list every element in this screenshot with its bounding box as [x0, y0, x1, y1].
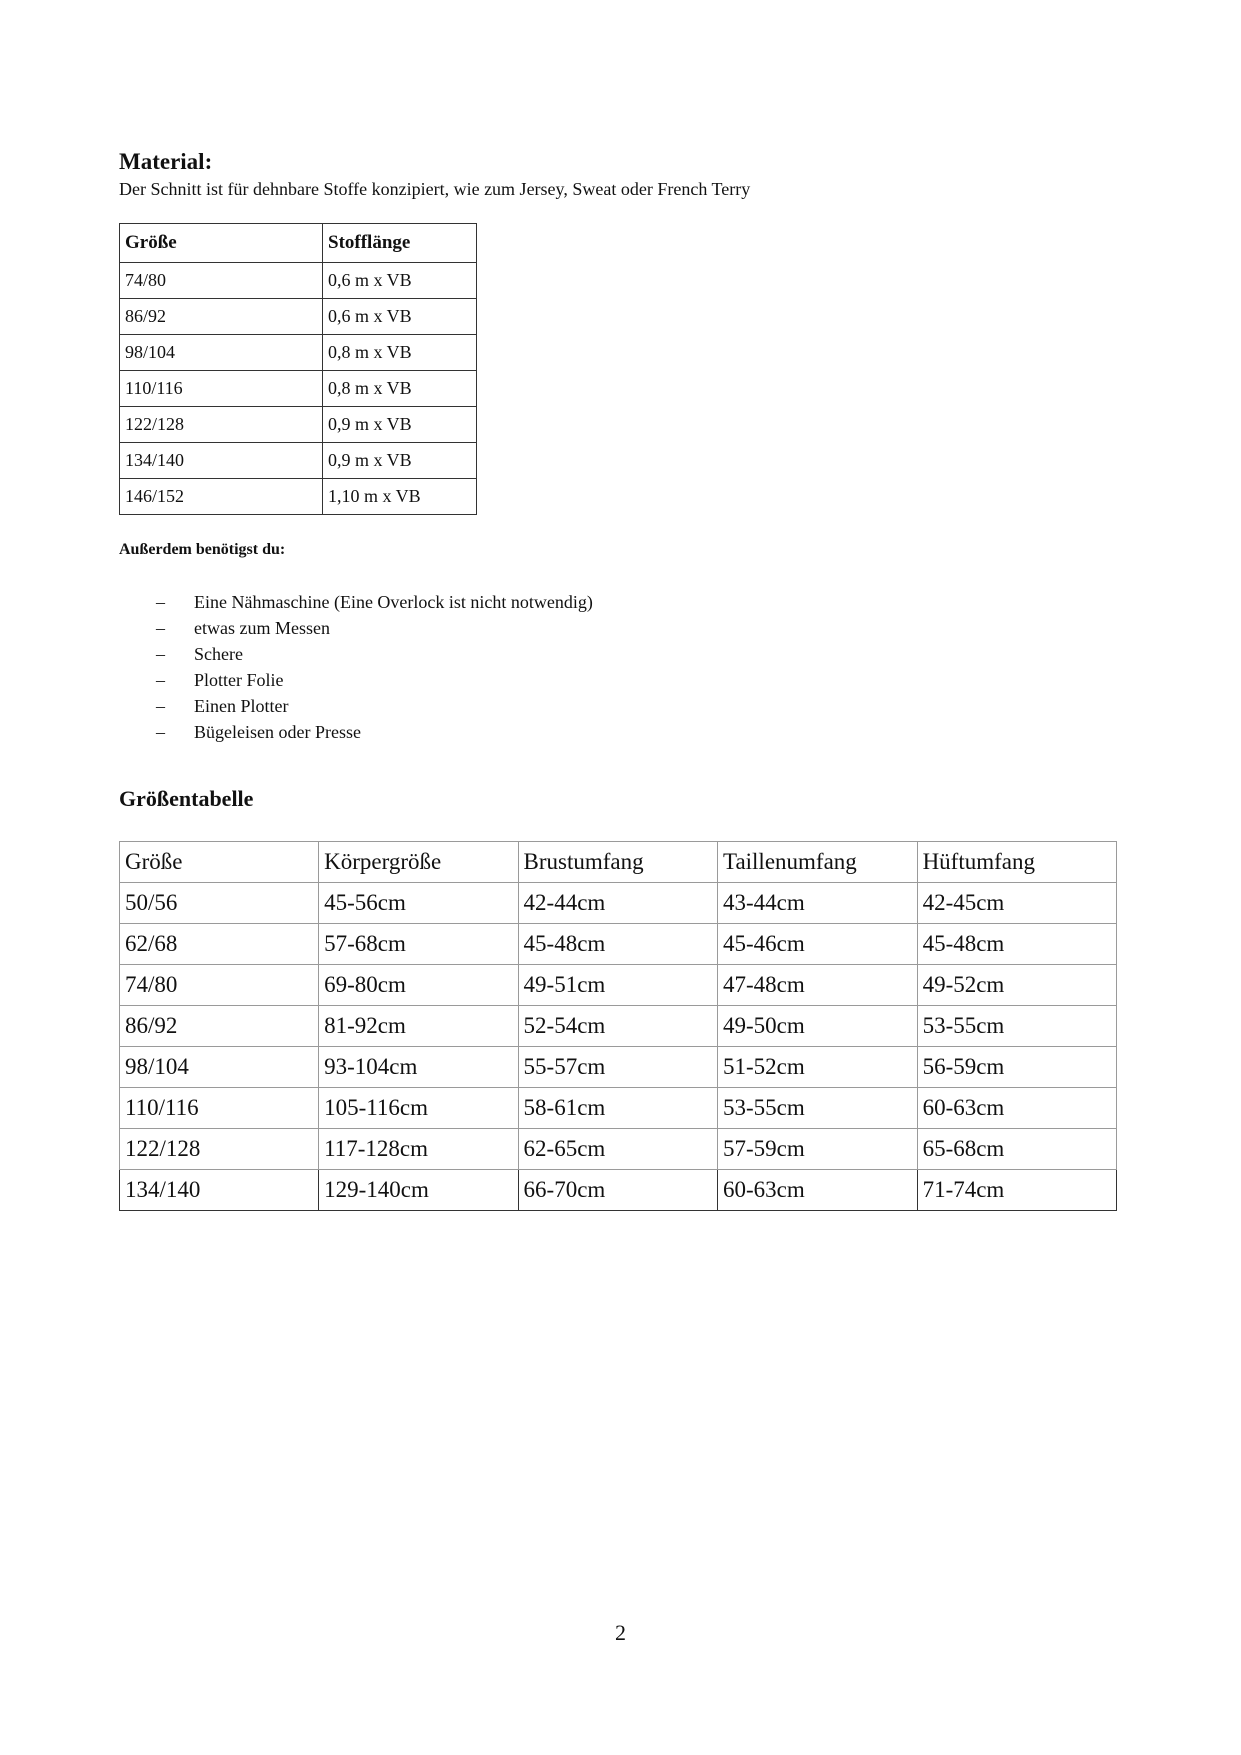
page-content [119, 148, 1119, 1211]
cell-size: 134/140 [120, 443, 323, 479]
cell-body-height: 117-128cm [319, 1129, 518, 1170]
cell-size: 110/116 [120, 1088, 319, 1129]
table-row [120, 883, 1117, 924]
cell-waist: 53-55cm [718, 1088, 918, 1129]
material-intro: Der Schnitt ist für dehnbare Stoffe konzipiert, wie zum Jersey, Sweat oder French Terry [119, 179, 751, 199]
table-row [120, 371, 477, 407]
cell-waist: 49-50cm [718, 1006, 918, 1047]
size-table-heading: Größentabelle [119, 786, 254, 811]
cell-size: 98/104 [120, 335, 323, 371]
cell-size: 122/128 [120, 1129, 319, 1170]
cell-fabric-length: 0,9 m x VB [323, 407, 477, 443]
cell-body-height: 129-140cm [319, 1170, 518, 1211]
list-item [119, 615, 1119, 641]
list-item-text: Einen Plotter [194, 696, 289, 716]
table-row [120, 299, 477, 335]
table-row [120, 263, 477, 299]
cell-waist: 57-59cm [718, 1129, 918, 1170]
cell-hip: 42-45cm [917, 883, 1116, 924]
cell-waist: 51-52cm [718, 1047, 918, 1088]
cell-body-height: 81-92cm [319, 1006, 518, 1047]
table-header-row [120, 224, 477, 263]
cell-size: 98/104 [120, 1047, 319, 1088]
cell-chest: 45-48cm [518, 924, 717, 965]
list-item [119, 719, 1119, 745]
dash-bullet: – [156, 722, 165, 742]
cell-chest: 62-65cm [518, 1129, 717, 1170]
cell-fabric-length: 0,6 m x VB [323, 263, 477, 299]
cell-size: 146/152 [120, 479, 323, 515]
dash-bullet: – [156, 618, 165, 638]
list-item-text: etwas zum Messen [194, 618, 330, 638]
cell-size: 110/116 [120, 371, 323, 407]
table-row [120, 443, 477, 479]
page-number: 2 [615, 1620, 626, 1645]
cell-waist: 60-63cm [718, 1170, 918, 1211]
cell-hip: 65-68cm [917, 1129, 1116, 1170]
cell-size: 50/56 [120, 883, 319, 924]
size-chart-table [119, 841, 1117, 1211]
needs-heading: Außerdem benötigst du: [119, 541, 286, 558]
list-item [119, 693, 1119, 719]
list-item-text: Schere [194, 644, 243, 664]
material-heading: Material: [119, 149, 213, 174]
list-item [119, 667, 1119, 693]
cell-size: 62/68 [120, 924, 319, 965]
cell-waist: 45-46cm [718, 924, 918, 965]
cell-fabric-length: 0,9 m x VB [323, 443, 477, 479]
cell-hip: 71-74cm [917, 1170, 1116, 1211]
header-size: Größe [120, 842, 319, 883]
cell-fabric-length: 0,6 m x VB [323, 299, 477, 335]
cell-chest: 49-51cm [518, 965, 717, 1006]
table-row [120, 1129, 1117, 1170]
cell-chest: 52-54cm [518, 1006, 717, 1047]
table-row [120, 1047, 1117, 1088]
cell-hip: 53-55cm [917, 1006, 1116, 1047]
list-item-text: Bügeleisen oder Presse [194, 722, 361, 742]
cell-hip: 60-63cm [917, 1088, 1116, 1129]
list-item-text: Eine Nähmaschine (Eine Overlock ist nicht notwendig) [194, 592, 593, 612]
table-row [120, 479, 477, 515]
header-hip: Hüftumfang [917, 842, 1116, 883]
cell-body-height: 45-56cm [319, 883, 518, 924]
dash-bullet: – [156, 644, 165, 664]
cell-hip: 45-48cm [917, 924, 1116, 965]
cell-chest: 42-44cm [518, 883, 717, 924]
header-waist: Taillenumfang [718, 842, 918, 883]
table-row [120, 1088, 1117, 1129]
cell-hip: 56-59cm [917, 1047, 1116, 1088]
cell-size: 86/92 [120, 299, 323, 335]
fabric-length-table [119, 223, 477, 515]
list-item [119, 589, 1119, 615]
table-row [120, 335, 477, 371]
header-size: Größe [120, 224, 323, 263]
list-item-text: Plotter Folie [194, 670, 284, 690]
table-row [120, 1006, 1117, 1047]
cell-size: 74/80 [120, 263, 323, 299]
table-header-row [120, 842, 1117, 883]
cell-body-height: 93-104cm [319, 1047, 518, 1088]
cell-body-height: 57-68cm [319, 924, 518, 965]
header-chest: Brustumfang [518, 842, 717, 883]
cell-size: 74/80 [120, 965, 319, 1006]
cell-fabric-length: 0,8 m x VB [323, 371, 477, 407]
cell-size: 122/128 [120, 407, 323, 443]
cell-body-height: 69-80cm [319, 965, 518, 1006]
list-item [119, 641, 1119, 667]
cell-waist: 47-48cm [718, 965, 918, 1006]
cell-fabric-length: 0,8 m x VB [323, 335, 477, 371]
dash-bullet: – [156, 696, 165, 716]
cell-size: 86/92 [120, 1006, 319, 1047]
cell-fabric-length: 1,10 m x VB [323, 479, 477, 515]
cell-chest: 55-57cm [518, 1047, 717, 1088]
header-fabric-length: Stofflänge [323, 224, 477, 263]
cell-hip: 49-52cm [917, 965, 1116, 1006]
dash-bullet: – [156, 670, 165, 690]
table-row [120, 407, 477, 443]
cell-waist: 43-44cm [718, 883, 918, 924]
cell-chest: 66-70cm [518, 1170, 717, 1211]
cell-chest: 58-61cm [518, 1088, 717, 1129]
needs-list [119, 589, 1119, 745]
table-row [120, 924, 1117, 965]
cell-body-height: 105-116cm [319, 1088, 518, 1129]
table-row [120, 1170, 1117, 1211]
header-body-height: Körpergröße [319, 842, 518, 883]
cell-size: 134/140 [120, 1170, 319, 1211]
table-row [120, 965, 1117, 1006]
dash-bullet: – [156, 592, 165, 612]
